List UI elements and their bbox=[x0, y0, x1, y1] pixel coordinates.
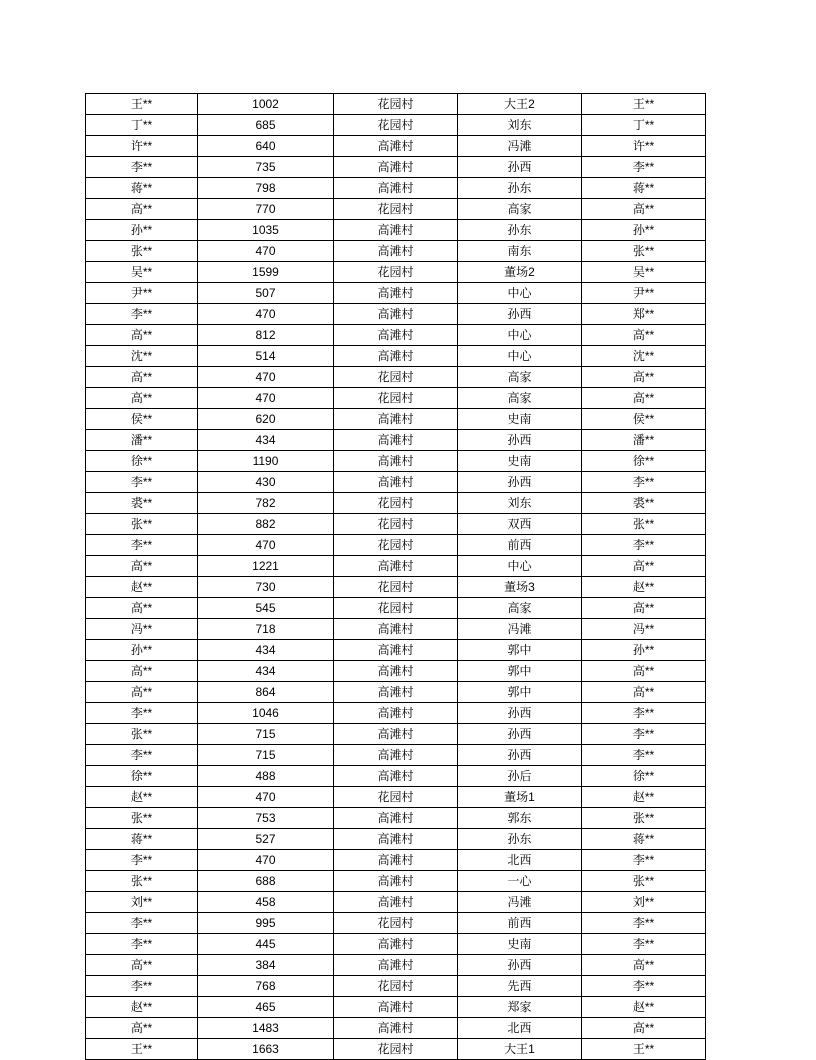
cell-group: 孙西 bbox=[458, 304, 582, 325]
cell-village: 高滩村 bbox=[334, 745, 458, 766]
cell-amount: 1190 bbox=[198, 451, 334, 472]
cell-group: 史南 bbox=[458, 934, 582, 955]
cell-name: 徐** bbox=[86, 766, 198, 787]
cell-signature: 潘** bbox=[582, 430, 706, 451]
cell-group: 孙东 bbox=[458, 178, 582, 199]
table-row bbox=[86, 577, 706, 598]
cell-group: 一心 bbox=[458, 871, 582, 892]
cell-village: 高滩村 bbox=[334, 661, 458, 682]
cell-signature: 高** bbox=[582, 367, 706, 388]
table-row bbox=[86, 388, 706, 409]
cell-name: 李** bbox=[86, 976, 198, 997]
cell-village: 高滩村 bbox=[334, 409, 458, 430]
cell-amount: 812 bbox=[198, 325, 334, 346]
cell-amount: 507 bbox=[198, 283, 334, 304]
cell-amount: 384 bbox=[198, 955, 334, 976]
table-row bbox=[86, 934, 706, 955]
cell-name: 吴** bbox=[86, 262, 198, 283]
cell-village: 花园村 bbox=[334, 388, 458, 409]
cell-village: 高滩村 bbox=[334, 703, 458, 724]
cell-name: 丁** bbox=[86, 115, 198, 136]
cell-name: 高** bbox=[86, 388, 198, 409]
cell-village: 高滩村 bbox=[334, 451, 458, 472]
cell-signature: 李** bbox=[582, 745, 706, 766]
cell-village: 高滩村 bbox=[334, 1018, 458, 1039]
cell-village: 高滩村 bbox=[334, 850, 458, 871]
cell-group: 冯滩 bbox=[458, 892, 582, 913]
cell-village: 高滩村 bbox=[334, 934, 458, 955]
cell-group: 孙西 bbox=[458, 430, 582, 451]
cell-village: 花园村 bbox=[334, 94, 458, 115]
cell-group: 孙东 bbox=[458, 220, 582, 241]
cell-name: 徐** bbox=[86, 451, 198, 472]
cell-signature: 李** bbox=[582, 703, 706, 724]
cell-amount: 715 bbox=[198, 724, 334, 745]
cell-signature: 蒋** bbox=[582, 178, 706, 199]
cell-village: 高滩村 bbox=[334, 724, 458, 745]
table-row bbox=[86, 451, 706, 472]
cell-amount: 470 bbox=[198, 787, 334, 808]
cell-village: 花园村 bbox=[334, 262, 458, 283]
cell-signature: 李** bbox=[582, 976, 706, 997]
table-row bbox=[86, 787, 706, 808]
cell-amount: 688 bbox=[198, 871, 334, 892]
cell-name: 王** bbox=[86, 1039, 198, 1060]
cell-amount: 470 bbox=[198, 850, 334, 871]
cell-name: 高** bbox=[86, 556, 198, 577]
cell-signature: 赵** bbox=[582, 787, 706, 808]
cell-group: 双西 bbox=[458, 514, 582, 535]
cell-group: 北西 bbox=[458, 1018, 582, 1039]
cell-group: 刘东 bbox=[458, 493, 582, 514]
cell-village: 高滩村 bbox=[334, 892, 458, 913]
cell-signature: 孙** bbox=[582, 640, 706, 661]
table-row bbox=[86, 913, 706, 934]
cell-village: 高滩村 bbox=[334, 997, 458, 1018]
cell-group: 大王1 bbox=[458, 1039, 582, 1060]
table-row bbox=[86, 745, 706, 766]
cell-village: 高滩村 bbox=[334, 430, 458, 451]
cell-village: 高滩村 bbox=[334, 178, 458, 199]
cell-amount: 782 bbox=[198, 493, 334, 514]
cell-signature: 王** bbox=[582, 94, 706, 115]
table-row bbox=[86, 829, 706, 850]
cell-signature: 高** bbox=[582, 682, 706, 703]
cell-name: 高** bbox=[86, 1018, 198, 1039]
cell-group: 孙西 bbox=[458, 703, 582, 724]
cell-group: 郑家 bbox=[458, 997, 582, 1018]
cell-amount: 864 bbox=[198, 682, 334, 703]
cell-amount: 445 bbox=[198, 934, 334, 955]
table-row bbox=[86, 409, 706, 430]
cell-name: 李** bbox=[86, 472, 198, 493]
cell-village: 花园村 bbox=[334, 913, 458, 934]
cell-village: 高滩村 bbox=[334, 829, 458, 850]
cell-group: 郭中 bbox=[458, 661, 582, 682]
cell-name: 裘** bbox=[86, 493, 198, 514]
cell-signature: 高** bbox=[582, 388, 706, 409]
cell-signature: 李** bbox=[582, 157, 706, 178]
table-row bbox=[86, 955, 706, 976]
cell-signature: 李** bbox=[582, 934, 706, 955]
cell-amount: 640 bbox=[198, 136, 334, 157]
cell-name: 张** bbox=[86, 871, 198, 892]
cell-village: 高滩村 bbox=[334, 766, 458, 787]
cell-name: 刘** bbox=[86, 892, 198, 913]
cell-amount: 465 bbox=[198, 997, 334, 1018]
table-row bbox=[86, 283, 706, 304]
cell-name: 赵** bbox=[86, 997, 198, 1018]
cell-signature: 李** bbox=[582, 535, 706, 556]
cell-group: 孙东 bbox=[458, 829, 582, 850]
cell-name: 张** bbox=[86, 808, 198, 829]
table-row bbox=[86, 1018, 706, 1039]
table-row bbox=[86, 997, 706, 1018]
cell-group: 孙西 bbox=[458, 745, 582, 766]
cell-amount: 1599 bbox=[198, 262, 334, 283]
cell-village: 高滩村 bbox=[334, 241, 458, 262]
cell-village: 花园村 bbox=[334, 367, 458, 388]
cell-village: 花园村 bbox=[334, 535, 458, 556]
cell-group: 史南 bbox=[458, 451, 582, 472]
cell-group: 史南 bbox=[458, 409, 582, 430]
cell-group: 中心 bbox=[458, 325, 582, 346]
table-row bbox=[86, 892, 706, 913]
cell-village: 高滩村 bbox=[334, 325, 458, 346]
cell-amount: 470 bbox=[198, 535, 334, 556]
table-row bbox=[86, 850, 706, 871]
cell-name: 高** bbox=[86, 955, 198, 976]
cell-village: 花园村 bbox=[334, 1039, 458, 1060]
table-row bbox=[86, 871, 706, 892]
cell-name: 李** bbox=[86, 745, 198, 766]
cell-group: 前西 bbox=[458, 913, 582, 934]
table-row bbox=[86, 262, 706, 283]
cell-signature: 徐** bbox=[582, 766, 706, 787]
cell-name: 高** bbox=[86, 199, 198, 220]
cell-name: 李** bbox=[86, 157, 198, 178]
table-row bbox=[86, 1039, 706, 1060]
cell-village: 高滩村 bbox=[334, 682, 458, 703]
table-row bbox=[86, 241, 706, 262]
cell-amount: 470 bbox=[198, 241, 334, 262]
cell-amount: 488 bbox=[198, 766, 334, 787]
cell-village: 高滩村 bbox=[334, 283, 458, 304]
cell-group: 刘东 bbox=[458, 115, 582, 136]
cell-group: 高家 bbox=[458, 199, 582, 220]
cell-signature: 侯** bbox=[582, 409, 706, 430]
table-row bbox=[86, 115, 706, 136]
cell-signature: 张** bbox=[582, 871, 706, 892]
cell-signature: 沈** bbox=[582, 346, 706, 367]
cell-village: 高滩村 bbox=[334, 619, 458, 640]
cell-amount: 995 bbox=[198, 913, 334, 934]
cell-signature: 郑** bbox=[582, 304, 706, 325]
cell-name: 张** bbox=[86, 724, 198, 745]
cell-amount: 514 bbox=[198, 346, 334, 367]
cell-group: 高家 bbox=[458, 598, 582, 619]
cell-signature: 孙** bbox=[582, 220, 706, 241]
cell-name: 王** bbox=[86, 94, 198, 115]
cell-group: 孙西 bbox=[458, 472, 582, 493]
cell-village: 高滩村 bbox=[334, 955, 458, 976]
cell-amount: 434 bbox=[198, 640, 334, 661]
cell-amount: 527 bbox=[198, 829, 334, 850]
cell-signature: 高** bbox=[582, 325, 706, 346]
cell-group: 孙西 bbox=[458, 724, 582, 745]
table-row bbox=[86, 808, 706, 829]
table-row bbox=[86, 766, 706, 787]
cell-name: 张** bbox=[86, 241, 198, 262]
cell-signature: 张** bbox=[582, 808, 706, 829]
table-row bbox=[86, 640, 706, 661]
cell-signature: 刘** bbox=[582, 892, 706, 913]
cell-amount: 770 bbox=[198, 199, 334, 220]
cell-amount: 545 bbox=[198, 598, 334, 619]
cell-group: 大王2 bbox=[458, 94, 582, 115]
cell-name: 高** bbox=[86, 367, 198, 388]
cell-name: 侯** bbox=[86, 409, 198, 430]
cell-village: 高滩村 bbox=[334, 220, 458, 241]
cell-village: 花园村 bbox=[334, 199, 458, 220]
cell-amount: 1002 bbox=[198, 94, 334, 115]
cell-amount: 1046 bbox=[198, 703, 334, 724]
cell-signature: 李** bbox=[582, 472, 706, 493]
cell-group: 冯滩 bbox=[458, 136, 582, 157]
cell-name: 高** bbox=[86, 325, 198, 346]
cell-name: 高** bbox=[86, 598, 198, 619]
cell-name: 李** bbox=[86, 934, 198, 955]
cell-signature: 冯** bbox=[582, 619, 706, 640]
cell-group: 中心 bbox=[458, 346, 582, 367]
cell-signature: 尹** bbox=[582, 283, 706, 304]
cell-amount: 1483 bbox=[198, 1018, 334, 1039]
cell-amount: 458 bbox=[198, 892, 334, 913]
cell-name: 李** bbox=[86, 535, 198, 556]
cell-amount: 1035 bbox=[198, 220, 334, 241]
cell-group: 前西 bbox=[458, 535, 582, 556]
cell-signature: 高** bbox=[582, 556, 706, 577]
table-row bbox=[86, 199, 706, 220]
cell-village: 花园村 bbox=[334, 493, 458, 514]
cell-village: 花园村 bbox=[334, 514, 458, 535]
table-row bbox=[86, 430, 706, 451]
cell-amount: 768 bbox=[198, 976, 334, 997]
cell-name: 尹** bbox=[86, 283, 198, 304]
cell-name: 孙** bbox=[86, 220, 198, 241]
cell-village: 高滩村 bbox=[334, 472, 458, 493]
cell-signature: 吴** bbox=[582, 262, 706, 283]
table-row bbox=[86, 682, 706, 703]
cell-group: 中心 bbox=[458, 556, 582, 577]
cell-amount: 730 bbox=[198, 577, 334, 598]
cell-amount: 434 bbox=[198, 430, 334, 451]
cell-group: 董场3 bbox=[458, 577, 582, 598]
table-row bbox=[86, 157, 706, 178]
cell-name: 李** bbox=[86, 703, 198, 724]
table-row bbox=[86, 514, 706, 535]
cell-village: 高滩村 bbox=[334, 808, 458, 829]
cell-group: 高家 bbox=[458, 388, 582, 409]
table-row bbox=[86, 661, 706, 682]
cell-village: 花园村 bbox=[334, 787, 458, 808]
cell-name: 高** bbox=[86, 661, 198, 682]
cell-village: 花园村 bbox=[334, 115, 458, 136]
cell-amount: 753 bbox=[198, 808, 334, 829]
cell-village: 高滩村 bbox=[334, 304, 458, 325]
cell-signature: 丁** bbox=[582, 115, 706, 136]
cell-group: 中心 bbox=[458, 283, 582, 304]
cell-village: 高滩村 bbox=[334, 556, 458, 577]
cell-signature: 张** bbox=[582, 514, 706, 535]
cell-signature: 蒋** bbox=[582, 829, 706, 850]
cell-signature: 徐** bbox=[582, 451, 706, 472]
cell-signature: 赵** bbox=[582, 997, 706, 1018]
table-row bbox=[86, 556, 706, 577]
table-row bbox=[86, 493, 706, 514]
cell-name: 赵** bbox=[86, 577, 198, 598]
cell-name: 高** bbox=[86, 682, 198, 703]
cell-amount: 1221 bbox=[198, 556, 334, 577]
cell-group: 高家 bbox=[458, 367, 582, 388]
cell-group: 孙后 bbox=[458, 766, 582, 787]
cell-name: 孙** bbox=[86, 640, 198, 661]
table-row bbox=[86, 535, 706, 556]
table-row bbox=[86, 703, 706, 724]
table-row bbox=[86, 367, 706, 388]
cell-village: 高滩村 bbox=[334, 640, 458, 661]
cell-village: 高滩村 bbox=[334, 136, 458, 157]
cell-name: 蒋** bbox=[86, 178, 198, 199]
cell-amount: 735 bbox=[198, 157, 334, 178]
cell-amount: 1663 bbox=[198, 1039, 334, 1060]
cell-signature: 高** bbox=[582, 661, 706, 682]
cell-amount: 620 bbox=[198, 409, 334, 430]
cell-signature: 王** bbox=[582, 1039, 706, 1060]
table-row bbox=[86, 220, 706, 241]
cell-signature: 高** bbox=[582, 199, 706, 220]
cell-amount: 470 bbox=[198, 304, 334, 325]
table-row bbox=[86, 976, 706, 997]
cell-village: 花园村 bbox=[334, 577, 458, 598]
cell-signature: 李** bbox=[582, 913, 706, 934]
cell-amount: 470 bbox=[198, 367, 334, 388]
table-row bbox=[86, 472, 706, 493]
cell-amount: 715 bbox=[198, 745, 334, 766]
cell-village: 花园村 bbox=[334, 598, 458, 619]
cell-group: 北西 bbox=[458, 850, 582, 871]
cell-amount: 434 bbox=[198, 661, 334, 682]
cell-name: 张** bbox=[86, 514, 198, 535]
cell-signature: 李** bbox=[582, 850, 706, 871]
cell-name: 李** bbox=[86, 850, 198, 871]
cell-amount: 718 bbox=[198, 619, 334, 640]
cell-amount: 882 bbox=[198, 514, 334, 535]
cell-signature: 许** bbox=[582, 136, 706, 157]
cell-group: 南东 bbox=[458, 241, 582, 262]
cell-name: 沈** bbox=[86, 346, 198, 367]
table-row bbox=[86, 325, 706, 346]
cell-name: 赵** bbox=[86, 787, 198, 808]
cell-amount: 685 bbox=[198, 115, 334, 136]
cell-group: 孙西 bbox=[458, 157, 582, 178]
cell-signature: 高** bbox=[582, 955, 706, 976]
cell-group: 董场1 bbox=[458, 787, 582, 808]
cell-signature: 赵** bbox=[582, 577, 706, 598]
table-row bbox=[86, 619, 706, 640]
cell-group: 先西 bbox=[458, 976, 582, 997]
table-row bbox=[86, 346, 706, 367]
cell-group: 郭东 bbox=[458, 808, 582, 829]
cell-amount: 798 bbox=[198, 178, 334, 199]
cell-group: 冯滩 bbox=[458, 619, 582, 640]
cell-amount: 430 bbox=[198, 472, 334, 493]
table-row bbox=[86, 178, 706, 199]
cell-signature: 高** bbox=[582, 1018, 706, 1039]
cell-name: 许** bbox=[86, 136, 198, 157]
cell-signature: 裘** bbox=[582, 493, 706, 514]
cell-group: 郭中 bbox=[458, 682, 582, 703]
table-row bbox=[86, 136, 706, 157]
cell-name: 李** bbox=[86, 304, 198, 325]
cell-village: 高滩村 bbox=[334, 157, 458, 178]
cell-signature: 张** bbox=[582, 241, 706, 262]
table-body bbox=[86, 94, 706, 1060]
table-row bbox=[86, 94, 706, 115]
cell-village: 高滩村 bbox=[334, 871, 458, 892]
cell-village: 花园村 bbox=[334, 976, 458, 997]
table-row bbox=[86, 598, 706, 619]
cell-village: 高滩村 bbox=[334, 346, 458, 367]
table-row bbox=[86, 724, 706, 745]
spreadsheet-region bbox=[85, 93, 705, 1060]
cell-name: 潘** bbox=[86, 430, 198, 451]
cell-name: 李** bbox=[86, 913, 198, 934]
beneficiary-table bbox=[85, 93, 706, 1060]
cell-group: 郭中 bbox=[458, 640, 582, 661]
cell-group: 孙西 bbox=[458, 955, 582, 976]
cell-group: 董场2 bbox=[458, 262, 582, 283]
cell-amount: 470 bbox=[198, 388, 334, 409]
table-row bbox=[86, 304, 706, 325]
cell-signature: 高** bbox=[582, 598, 706, 619]
cell-signature: 李** bbox=[582, 724, 706, 745]
cell-name: 蒋** bbox=[86, 829, 198, 850]
cell-name: 冯** bbox=[86, 619, 198, 640]
